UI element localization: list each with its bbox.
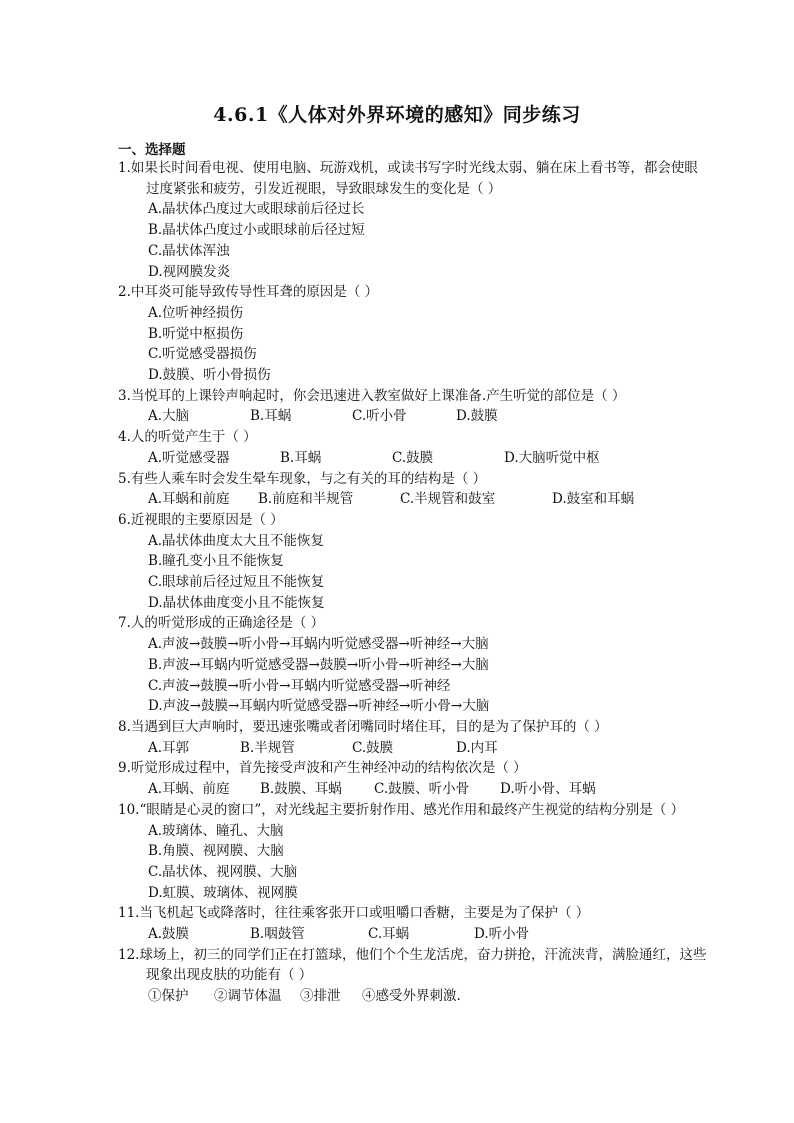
question-stem: 1.如果长时间看电视、使用电脑、玩游戏机，或读书写字时光线太弱、躺在床上看书等，都会使眼过度紧张和疲劳，引发近视眼，导致眼球发生的变化是（ ） — [118, 160, 698, 197]
option-d: D.内耳 — [456, 739, 498, 756]
question-2 — [118, 282, 708, 386]
option-a: A.大脑 — [148, 408, 190, 425]
option-d: D.听小骨 — [474, 926, 530, 943]
question-9 — [118, 758, 708, 799]
section-heading: 一、选择题 — [118, 142, 186, 158]
question-stem: 12.球场上，初三的同学们正在打篮球，他们个个生龙活虎，奋力拼抢，汗流浃背，满脸通红，这些现象出现皮肤的功能有（ ） — [118, 946, 707, 984]
option-b: B.前庭和半规管 — [258, 491, 354, 508]
option-d: D.鼓室和耳蜗 — [552, 491, 635, 508]
option-a: A.位听神经损伤 — [148, 304, 244, 321]
option-c: C.鼓膜 — [392, 449, 434, 466]
option-b: B.鼓膜、耳蜗 — [260, 781, 342, 798]
option-d: D.虹膜、玻璃体、视网膜 — [148, 884, 298, 901]
question-8 — [118, 717, 708, 758]
option-b: B.半规管 — [240, 739, 295, 756]
question-11 — [118, 903, 708, 944]
question-stem: 4.人的听觉产生于（ ） — [118, 429, 257, 446]
option-b: B.角膜、视网膜、大脑 — [148, 843, 284, 860]
question-6 — [118, 510, 708, 614]
option-b: B.瞳孔变小且不能恢复 — [148, 553, 284, 570]
option-c: C.耳蜗 — [368, 926, 410, 943]
option-a: A.听觉感受器 — [148, 449, 230, 466]
option-a: A.玻璃体、瞳孔、大脑 — [148, 822, 284, 839]
question-stem: 9.听觉形成过程中，首先接受声波和产生神经冲动的结构依次是（ ） — [118, 760, 527, 777]
question-3 — [118, 386, 708, 427]
question-1 — [118, 158, 708, 282]
option-3: ③排泄 — [300, 988, 341, 1005]
question-stem: 6.近视眼的主要原因是（ ） — [118, 511, 284, 528]
question-7 — [118, 613, 708, 717]
option-c: C.鼓膜、听小骨 — [374, 781, 470, 798]
option-c: C.声波→鼓膜→听小骨→耳蜗内听觉感受器→听神经 — [148, 677, 451, 694]
question-stem: 11.当飞机起飞或降落时，往往乘客张开口或咀嚼口香糖，主要是为了保护（ ） — [118, 905, 590, 922]
question-stem: 8.当遇到巨大声响时，要迅速张嘴或者闭嘴同时堵住耳，目的是为了保护耳的（ ） — [118, 718, 608, 735]
option-d: D.鼓膜 — [456, 408, 498, 425]
option-c: C.眼球前后径过短且不能恢复 — [148, 574, 325, 591]
option-row — [118, 779, 708, 800]
option-a: A.鼓膜 — [148, 926, 190, 943]
option-a: A.晶状体凸度过大或眼球前后径过长 — [148, 201, 365, 218]
option-d: D.鼓膜、听小骨损伤 — [148, 367, 271, 384]
option-c: C.鼓膜 — [352, 739, 394, 756]
option-b: B.耳蜗 — [280, 449, 322, 466]
option-b: B.晶状体凸度过小或眼球前后径过短 — [148, 222, 365, 239]
option-b: B.耳蜗 — [250, 408, 292, 425]
page-title: 4.6.1《人体对外界环境的感知》同步练习 — [213, 104, 581, 126]
option-a: A.晶状体曲度太大且不能恢复 — [148, 532, 325, 549]
option-row — [118, 489, 708, 510]
option-c: C.半规管和鼓室 — [400, 491, 496, 508]
question-stem: 10.“眼睛是心灵的窗口”，对光线起主要折射作用、感光作用和最终产生视觉的结构分别是（ ） — [118, 801, 685, 818]
option-row — [118, 406, 708, 427]
question-stem: 2.中耳炎可能导致传导性耳聋的原因是（ ） — [118, 284, 379, 301]
option-1: ①保护 — [148, 988, 189, 1005]
option-c: C.晶状体、视网膜、大脑 — [148, 863, 298, 880]
option-c: C.听小骨 — [352, 408, 407, 425]
option-a: A.耳郭 — [148, 739, 190, 756]
option-2: ②调节体温 — [214, 988, 282, 1005]
question-stem: 7.人的听觉形成的正确途径是（ ） — [118, 615, 325, 632]
option-d: D.视网膜发炎 — [148, 263, 231, 280]
option-a: A.耳蜗、前庭 — [148, 781, 230, 798]
question-10 — [118, 800, 708, 904]
option-d: D.声波→鼓膜→耳蜗内听觉感受器→听神经→听小骨→大脑 — [148, 698, 490, 715]
option-row — [118, 986, 708, 1007]
option-c: C.晶状体浑浊 — [148, 242, 230, 259]
question-stem: 5.有些人乘车时会发生晕车现象，与之有关的耳的结构是（ ） — [118, 470, 487, 487]
option-4: ④感受外界刺激. — [362, 988, 461, 1005]
option-a: A.声波→鼓膜→听小骨→耳蜗内听觉感受器→听神经→大脑 — [148, 636, 489, 653]
option-d: D.听小骨、耳蜗 — [500, 781, 596, 798]
option-a: A.耳蜗和前庭 — [148, 491, 230, 508]
question-list — [118, 158, 708, 1007]
question-4 — [118, 427, 708, 468]
question-stem: 3.当悦耳的上课铃声响起时，你会迅速进入教室做好上课准备.产生听觉的部位是（ ） — [118, 387, 626, 404]
question-12 — [118, 945, 708, 1007]
option-b: B.声波→耳蜗内听觉感受器→鼓膜→听小骨→听神经→大脑 — [148, 656, 489, 673]
option-b: B.听觉中枢损伤 — [148, 325, 244, 342]
option-c: C.听觉感受器损伤 — [148, 346, 257, 363]
question-5 — [118, 469, 708, 510]
option-row — [118, 738, 708, 759]
option-d: D.大脑听觉中枢 — [504, 449, 600, 466]
option-d: D.晶状体曲度变小且不能恢复 — [148, 594, 325, 611]
option-b: B.咽鼓管 — [250, 926, 305, 943]
option-row — [118, 924, 708, 945]
option-row — [118, 448, 708, 469]
